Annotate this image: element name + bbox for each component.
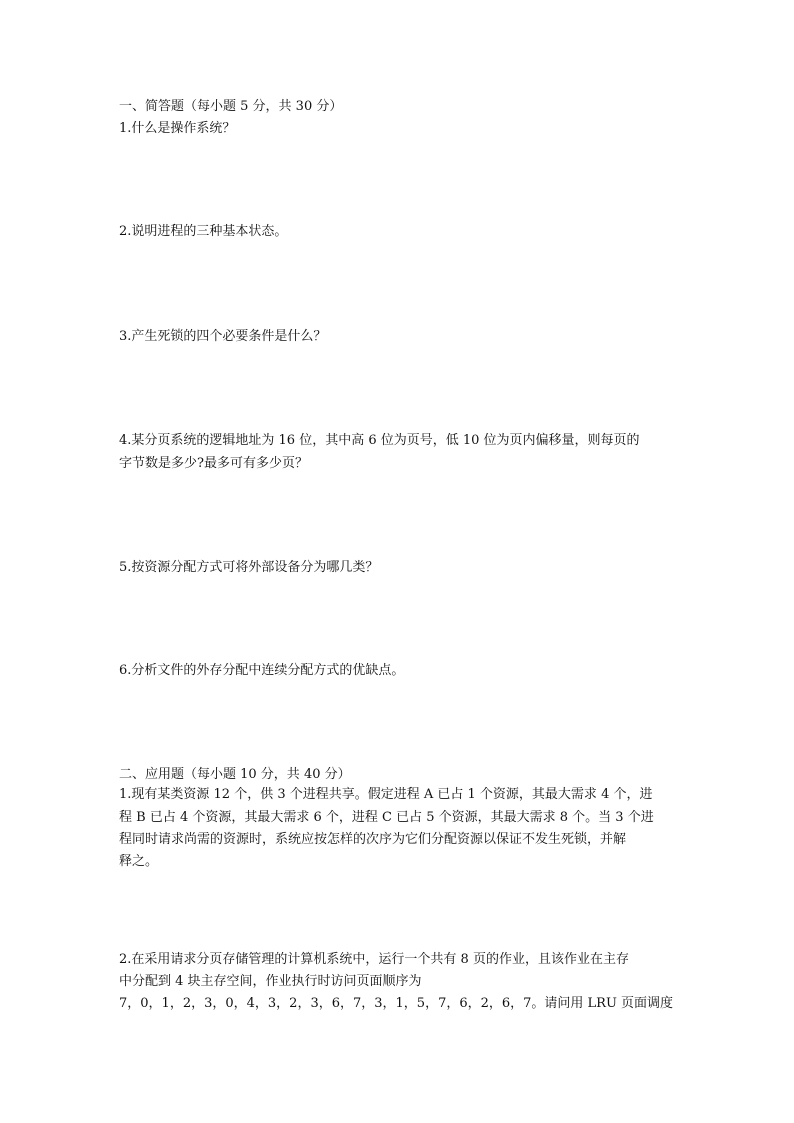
question-3: 3.产生死锁的四个必要条件是什么？ bbox=[119, 329, 327, 344]
section-heading-short-answer: 一、简答题（每小题 5 分，共 30 分） bbox=[119, 99, 343, 114]
app-question-1-line-3: 程同时请求尚需的资源时，系统应按怎样的次序为它们分配资源以保证不发生死锁，并解 bbox=[119, 832, 627, 847]
app-question-1-line-2: 程 B 已占 4 个资源，其最大需求 6 个，进程 C 已占 5 个资源，其最大需求 8 个。当 3 个进 bbox=[119, 810, 654, 825]
question-2: 2.说明进程的三种基本状态。 bbox=[119, 224, 288, 239]
app-question-2-line-2: 中分配到 4 块主存空间，作业执行时访问页面顺序为 bbox=[119, 974, 422, 989]
app-question-2-line-1: 2.在采用请求分页存储管理的计算机系统中，运行一个共有 8 页的作业，且该作业在主存 bbox=[119, 952, 629, 967]
question-1: 1.什么是操作系统？ bbox=[119, 121, 236, 136]
app-question-1-line-1: 1.现有某类资源 12 个，供 3 个进程共享。假定进程 A 已占 1 个资源，其最大需求 4 个，进 bbox=[119, 787, 653, 802]
app-question-1-line-4: 释之。 bbox=[119, 854, 159, 869]
section-heading-application: 二、应用题（每小题 10 分，共 40 分） bbox=[119, 767, 351, 782]
question-5: 5.按资源分配方式可将外部设备分为哪几类？ bbox=[119, 560, 379, 575]
question-6: 6.分析文件的外存分配中连续分配方式的优缺点。 bbox=[119, 663, 405, 678]
app-question-2-line-3: 7，0，1，2，3，0，4，3，2，3，6，7，3，1，5，7，6，2，6，7。请问用 LRU 页面调度 bbox=[119, 996, 674, 1011]
question-4-line-1: 4.某分页系统的逻辑地址为 16 位，其中高 6 位为页号，低 10 位为页内偏移量，则每页的 bbox=[119, 433, 640, 448]
question-4-line-2: 字节数是多少?最多可有多少页？ bbox=[119, 456, 308, 471]
